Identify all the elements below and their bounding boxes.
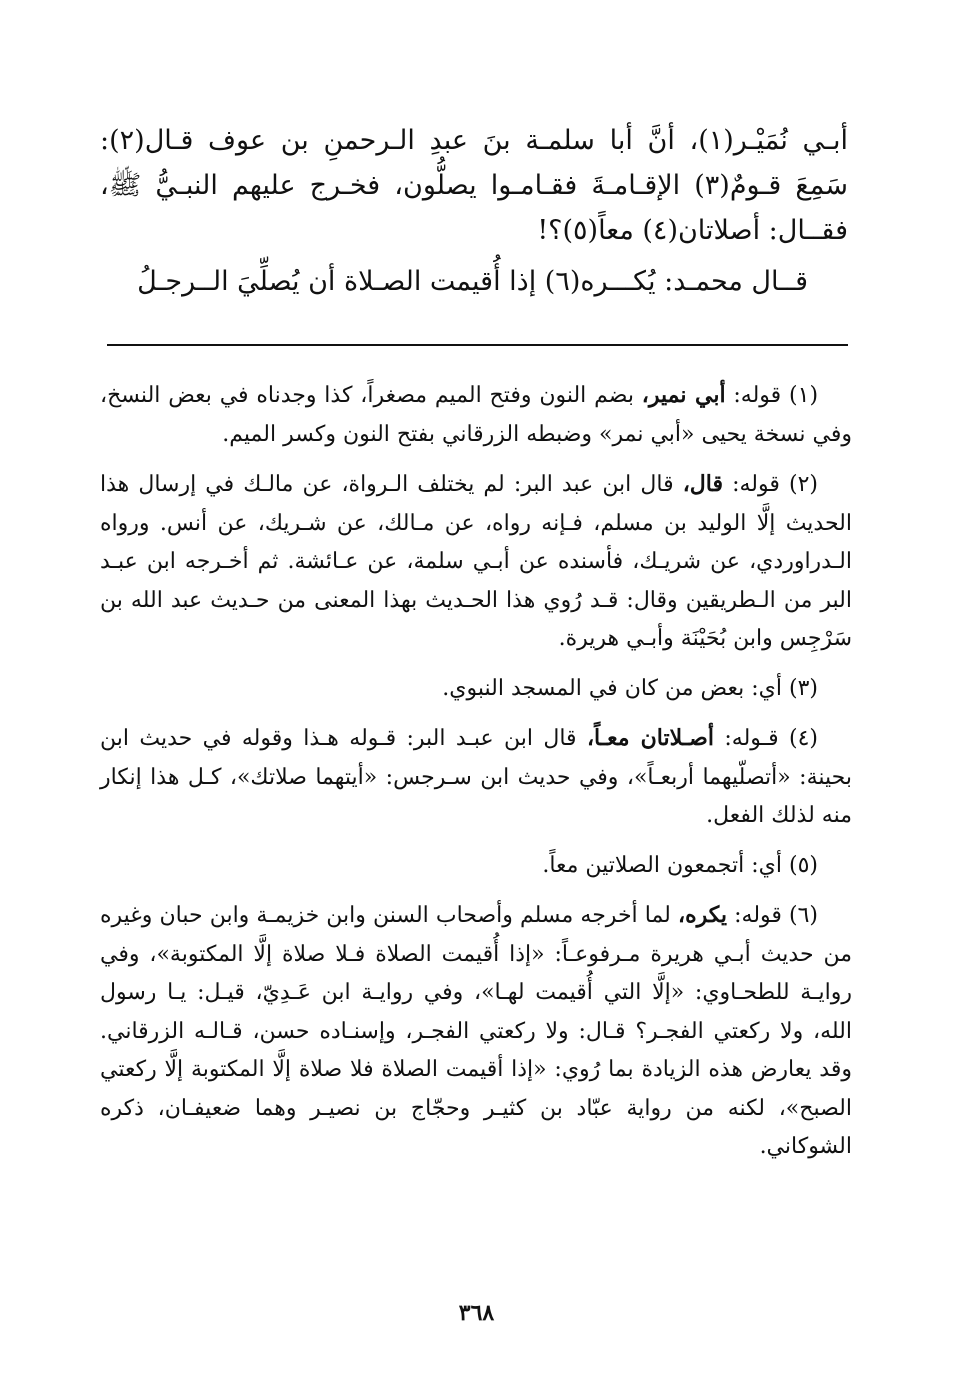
footnote-5 bbox=[100, 847, 852, 886]
footnote-3 bbox=[100, 670, 852, 709]
footnote-number: (٣) bbox=[788, 675, 818, 701]
footnote-number: (٢) bbox=[788, 472, 818, 497]
main-text-block bbox=[100, 118, 848, 304]
footnote-prefix: قوله: bbox=[732, 472, 780, 497]
footnote-lemma: أبي نمير، bbox=[641, 382, 726, 408]
footnote-prefix: قـوله: bbox=[724, 726, 779, 751]
footnote-prefix: أي: bbox=[751, 852, 782, 878]
footnote-prefix: أي: bbox=[751, 675, 782, 701]
footnote-separator bbox=[107, 344, 848, 346]
footnote-prefix: قوله: bbox=[733, 383, 782, 408]
footnote-number: (٤) bbox=[788, 726, 818, 751]
main-paragraph-1: أبـي نُمَيْـر(١)، أنَّ أبا سلمـة بنَ عبدِ الـرحمنِ بن عوف قـال(٢): سَمِعَ قـومٌ(٣) الإقـامـةَ فقـامـوا يصلُّون، فخـرج عليهم النبـيُّ ﷺ، فقــال: أصلاتان(٤) معاً(٥)؟! bbox=[100, 125, 848, 246]
footnote-lemma: قال، bbox=[682, 471, 723, 497]
footnote-lemma: أصـلاتان معـاً، bbox=[586, 725, 714, 751]
footnote-number: (١) bbox=[789, 383, 819, 408]
footnote-lemma: يكره، bbox=[677, 902, 728, 928]
footnote-prefix: قوله: bbox=[734, 903, 782, 928]
footnote-text: أتجمعون الصلاتين معاً. bbox=[542, 852, 745, 878]
footnote-number: (٦) bbox=[789, 903, 819, 928]
footnote-2 bbox=[100, 465, 852, 659]
footnote-text: قال ابن عبد البر: لم يختلف الـرواة، عن مالـك في إرسال هذا الحديث إلَّا الوليد بن مسلم، فـإنه رواه، عن مـالك، عن شـريك، عن أنس. ورواه الـدراوردي، عن شريـك، فأسنده عن أبـي سلمة، عن عـائشة. ثم أخـرجه ابن عبـد البر من الـطريقين وقال: قـد رُوي هذا الحـديث بهذا المعنى من حـديث عبد الله بن سَرْجِس وابن بُحَيْنَة وأبـي هريرة. bbox=[100, 472, 852, 651]
footnote-text: قال ابن عبـد البر: قـوله هـذا وقوله في حديث ابن بحينة: «أتصلّيهما أربعـاً»، وفي حديث ابن سـرجس: «أيتهما صلاتك»، كـل هذا إنكار منه لذلك الفعل. bbox=[100, 726, 852, 828]
footnote-text: بعض من كان في المسجد النبوي. bbox=[442, 675, 745, 701]
main-paragraph-2: قــال محمـد: يُكـــره(٦) إذا أُقيمت الصـلاة أن يُصلِّيَ الــرجـلُ bbox=[137, 266, 808, 297]
page-number: ٣٦٨ bbox=[458, 1300, 495, 1326]
footnote-number: (٥) bbox=[788, 852, 818, 878]
footnote-1 bbox=[100, 376, 852, 454]
footnote-4 bbox=[100, 719, 852, 836]
footnote-6 bbox=[100, 896, 852, 1167]
footnote-text: بضم النون وفتح الميم مصغراً، كذا وجدناه في بعض النسخ، وفي نسخة يحيى «أبي نمر» وضبطه الزرقاني بفتح النون وكسر الميم. bbox=[100, 383, 852, 447]
footnote-text: لما أخرجه مسلم وأصحاب السنن وابن خزيمـة وابن حبان وغيره من حديث أبـي هريرة مـرفوعـاً: «إذا أُقيمت الصلاة فـلا صلاة إلَّا المكتوبة»، وفي روايـة للطحـاوي: «إلَّا التي أُقيمت لهـا»، وفي روايـة ابن عَـدِيّ، قيـل: يـا رسول الله، ولا ركعتي الفجـر؟ قـال: ولا ركعتي الفجـر، وإسنـاده حسن، قـالـه الزرقاني. وقد يعارض هذه الزيادة بما رُوي: «إذا أقيمت الصلاة فلا صلاة إلَّا المكتوبة إلَّا ركعتي الصبح»، لكنه من رواية عبّاد بن كثيـر وحجّاج بن نصيـر وهما ضعيفـان، ذكره الشوكاني. bbox=[100, 903, 852, 1159]
footnotes-section bbox=[100, 376, 852, 1178]
